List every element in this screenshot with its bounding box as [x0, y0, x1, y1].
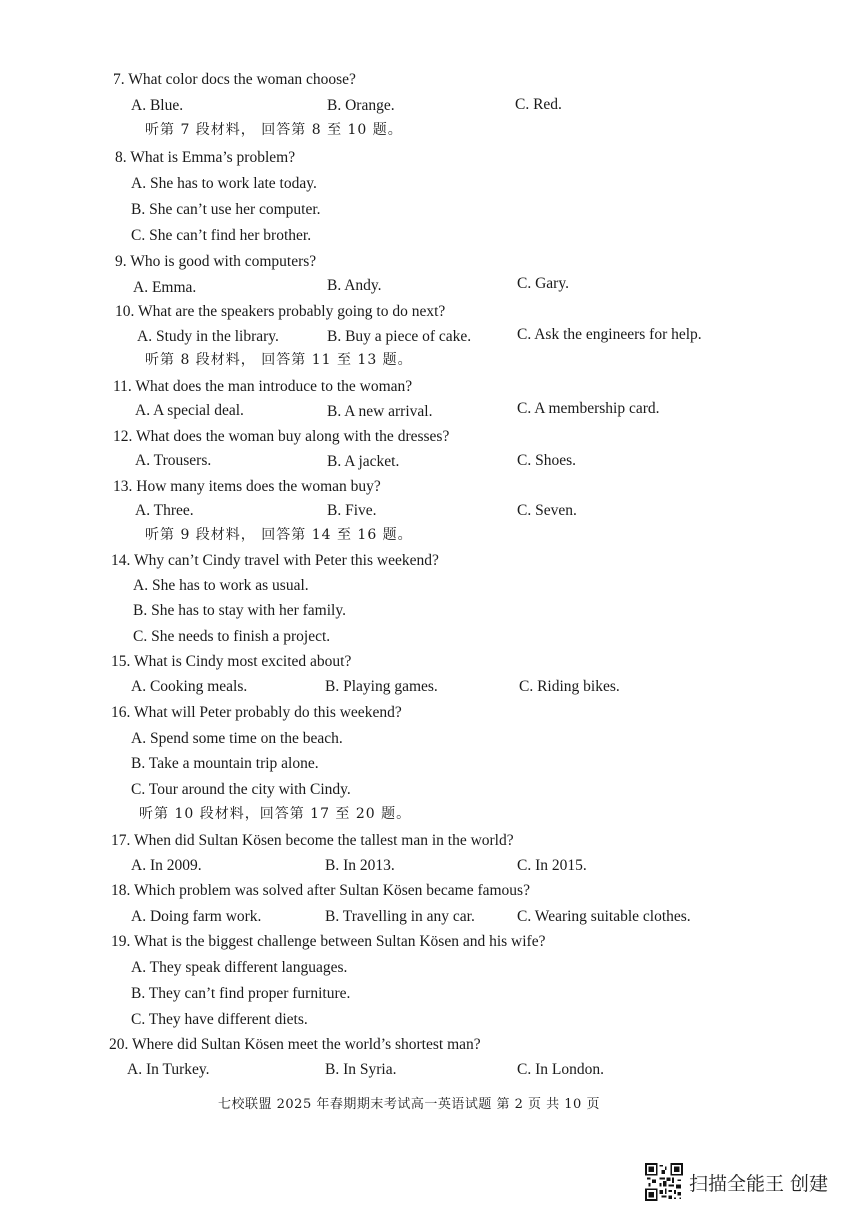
option-20a: A. In Turkey.	[127, 1061, 210, 1078]
option-7b: B. Orange.	[327, 97, 395, 114]
option-9c: C. Gary.	[517, 275, 569, 292]
question-13: 13. How many items does the woman buy?	[113, 478, 381, 495]
question-14: 14. Why can’t Cindy travel with Peter this weekend?	[111, 552, 439, 569]
option-13b: B. Five.	[327, 502, 377, 519]
question-19: 19. What is the biggest challenge between Sultan Kösen and his wife?	[111, 933, 546, 950]
option-9b: B. Andy.	[327, 277, 382, 294]
option-10a: A. Study in the library.	[137, 328, 279, 345]
option-17c: C. In 2015.	[517, 857, 587, 874]
question-16: 16. What will Peter probably do this weekend?	[111, 704, 402, 721]
section-heading-9: 听第 9 段材料， 回答第 14 至 16 题。	[145, 527, 413, 543]
option-18b: B. Travelling in any car.	[325, 908, 475, 925]
option-8c: C. She can’t find her brother.	[131, 227, 312, 244]
option-18c: C. Wearing suitable clothes.	[517, 908, 691, 925]
option-13a: A. Three.	[135, 502, 194, 519]
section-heading-10: 听第 10 段材料，回答第 17 至 20 题。	[139, 806, 412, 822]
option-19c: C. They have different diets.	[131, 1011, 308, 1028]
option-8b: B. She can’t use her computer.	[131, 201, 321, 218]
option-12c: C. Shoes.	[517, 452, 576, 469]
option-11a: A. A special deal.	[135, 402, 244, 419]
option-20c: C. In London.	[517, 1061, 604, 1078]
option-11c: C. A membership card.	[517, 400, 660, 417]
option-15c: C. Riding bikes.	[519, 678, 620, 695]
option-14a: A. She has to work as usual.	[133, 577, 309, 594]
section-heading-7: 听第 7 段材料， 回答第 8 至 10 题。	[145, 122, 403, 138]
scanner-watermark	[645, 1163, 828, 1201]
question-10: 10. What are the speakers probably going to do next?	[115, 303, 446, 320]
option-13c: C. Seven.	[517, 502, 577, 519]
option-19a: A. They speak different languages.	[131, 959, 348, 976]
option-16c: C. Tour around the city with Cindy.	[131, 781, 351, 798]
option-14b: B. She has to stay with her family.	[133, 602, 346, 619]
question-18: 18. Which problem was solved after Sultan Kösen became famous?	[111, 882, 530, 899]
question-17: 17. When did Sultan Kösen become the tallest man in the world?	[111, 832, 514, 849]
option-7c: C. Red.	[515, 96, 562, 113]
option-7a: A. Blue.	[131, 97, 184, 114]
option-10c: C. Ask the engineers for help.	[517, 326, 702, 343]
option-16a: A. Spend some time on the beach.	[131, 730, 343, 747]
option-8a: A. She has to work late today.	[131, 175, 317, 192]
question-15: 15. What is Cindy most excited about?	[111, 653, 352, 670]
question-20: 20. Where did Sultan Kösen meet the world’s shortest man?	[109, 1036, 481, 1053]
option-16b: B. Take a mountain trip alone.	[131, 755, 319, 772]
question-12: 12. What does the woman buy along with the dresses?	[113, 428, 450, 445]
option-15b: B. Playing games.	[325, 678, 438, 695]
option-12b: B. A jacket.	[327, 453, 400, 470]
watermark-text: 扫描全能王 创建	[689, 1172, 829, 1195]
option-18a: A. Doing farm work.	[131, 908, 262, 925]
question-11: 11. What does the man introduce to the woman?	[113, 378, 413, 395]
option-11b: B. A new arrival.	[327, 403, 433, 420]
option-19b: B. They can’t find proper furniture.	[131, 985, 351, 1002]
question-7: 7. What color docs the woman choose?	[113, 71, 356, 88]
option-14c: C. She needs to finish a project.	[133, 628, 331, 645]
option-15a: A. Cooking meals.	[131, 678, 248, 695]
option-20b: B. In Syria.	[325, 1061, 397, 1078]
option-12a: A. Trousers.	[135, 452, 212, 469]
option-17a: A. In 2009.	[131, 857, 202, 874]
option-10b: B. Buy a piece of cake.	[327, 328, 472, 345]
option-9a: A. Emma.	[133, 279, 197, 296]
qr-code-icon	[645, 1163, 683, 1201]
page-footer: 七校联盟 2025 年春期期末考试高一英语试题 第 2 页 共 10 页	[218, 1097, 600, 1112]
question-9: 9. Who is good with computers?	[115, 253, 317, 270]
question-8: 8. What is Emma’s problem?	[115, 149, 296, 166]
section-heading-8: 听第 8 段材料， 回答第 11 至 13 题。	[145, 352, 413, 368]
option-17b: B. In 2013.	[325, 857, 395, 874]
